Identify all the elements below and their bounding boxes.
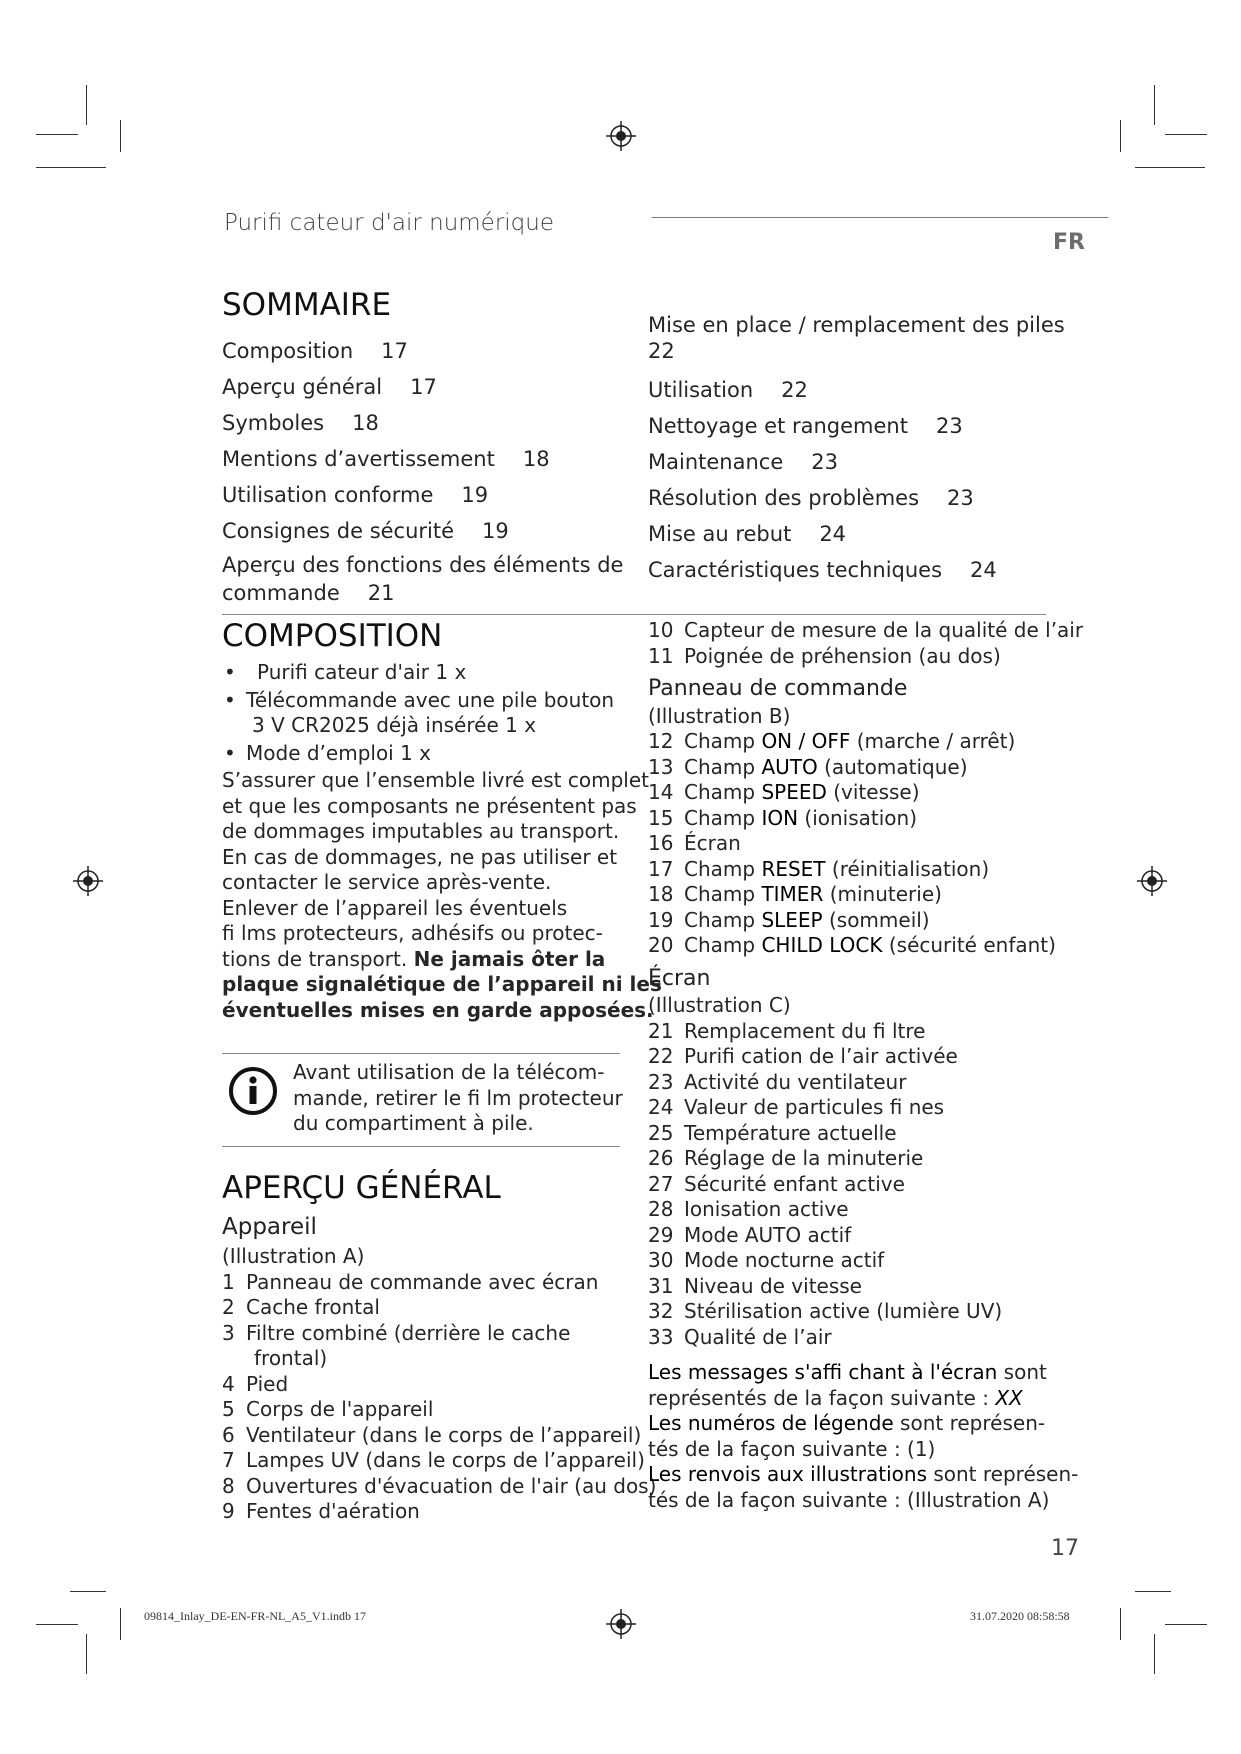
list-item: 13 Champ AUTO (automatique) bbox=[648, 754, 968, 779]
registration-mark-icon bbox=[73, 866, 103, 896]
crop-mark bbox=[36, 1624, 78, 1625]
list-item: 8 Ouvertures d'évacuation de l'air (au dos) bbox=[222, 1473, 657, 1498]
list-item: 32 Stérilisation active (lumière UV) bbox=[648, 1299, 1003, 1324]
list-item: 27 Sécurité enfant active bbox=[648, 1171, 905, 1196]
list-item: 24 Valeur de particules fi nes bbox=[648, 1095, 945, 1120]
list-item: 26 Réglage de la minuterie bbox=[648, 1146, 924, 1171]
crop-mark bbox=[86, 85, 87, 125]
toc-entry[interactable]: Aperçu des fonctions des éléments de commande 21 bbox=[222, 553, 624, 605]
list-item: 2 Cache frontal bbox=[222, 1295, 380, 1319]
toc-entry[interactable]: Composition 17 bbox=[222, 339, 408, 363]
list-item: frontal) bbox=[254, 1346, 328, 1370]
registration-mark-icon bbox=[606, 121, 636, 151]
crop-mark bbox=[1120, 1608, 1121, 1640]
list-item: 5 Corps de l'appareil bbox=[222, 1397, 434, 1421]
toc-entry[interactable]: Caractéristiques techniques 24 bbox=[648, 558, 997, 582]
right-column bbox=[648, 618, 1083, 1513]
toc-entry[interactable]: Maintenance 23 bbox=[648, 450, 838, 474]
toc-right bbox=[648, 312, 1065, 588]
page-number: 17 bbox=[1051, 1536, 1079, 1561]
appareil-list bbox=[222, 1244, 656, 1525]
list-item: 29 Mode AUTO actif bbox=[648, 1222, 852, 1247]
appareil-subheading: Appareil bbox=[222, 1214, 317, 1240]
toc-entry[interactable]: Symboles 18 bbox=[222, 411, 379, 435]
list-item: 15 Champ ION (ionisation) bbox=[648, 805, 918, 830]
crop-mark bbox=[1135, 1591, 1171, 1592]
ecran-subheading: Écran bbox=[648, 965, 711, 991]
toc-entry[interactable]: Mise en place / remplacement des piles 22 bbox=[648, 313, 1065, 363]
crop-mark bbox=[1154, 85, 1155, 125]
crop-mark bbox=[36, 167, 106, 168]
list-item: 10 Capteur de mesure de la qualité de l’air bbox=[648, 618, 1084, 642]
list-item: 9 Fentes d'aération bbox=[222, 1499, 420, 1523]
illustration-ref: (Illustration B) bbox=[648, 703, 791, 728]
toc-entry[interactable]: Utilisation conforme 19 bbox=[222, 483, 489, 507]
composition-heading: COMPOSITION bbox=[222, 618, 443, 654]
list-item: 7 Lampes UV (dans le corps de l’appareil) bbox=[222, 1448, 645, 1472]
crop-mark bbox=[1165, 1624, 1207, 1625]
crop-mark bbox=[1135, 167, 1205, 168]
crop-mark bbox=[120, 1608, 121, 1640]
running-header-title: Purifi cateur d'air numérique bbox=[224, 210, 554, 236]
composition-content bbox=[222, 660, 662, 1023]
info-box-bottom-rule bbox=[222, 1146, 620, 1147]
bullet-item-continuation: 3 V CR2025 déjà insérée 1 x bbox=[252, 713, 537, 737]
apercu-heading: APERÇU GÉNÉRAL bbox=[222, 1170, 501, 1206]
language-tag: FR bbox=[1053, 230, 1085, 255]
list-item: 20 Champ CHILD LOCK (sécurité enfant) bbox=[648, 933, 1056, 958]
footer-file-info: 09814_Inlay_DE-EN-FR-NL_A5_V1.indb 17 bbox=[144, 1609, 366, 1623]
list-item: 4 Pied bbox=[222, 1371, 289, 1396]
panneau-subheading: Panneau de commande bbox=[648, 676, 908, 701]
list-item: 30 Mode nocturne actif bbox=[648, 1248, 885, 1273]
list-item: 33 Qualité de l’air bbox=[648, 1324, 832, 1349]
toc-entry[interactable]: Consignes de sécurité 19 bbox=[222, 519, 509, 543]
toc-entry[interactable]: Résolution des problèmes 23 bbox=[648, 486, 974, 510]
toc-entry[interactable]: Nettoyage et rangement 23 bbox=[648, 414, 963, 438]
crop-mark bbox=[1154, 1634, 1155, 1674]
list-item: 16 Écran bbox=[648, 831, 741, 856]
crop-mark bbox=[36, 134, 78, 135]
paragraph: Enlever de l’appareil les éventuels fi lms protecteurs, adhésifs ou protec- tions de transport. Ne jamais ôter la plaque signalétique de l’appareil ni les éventuelles mises en garde apposées. bbox=[222, 895, 662, 1022]
bullet-item: • Mode d’emploi 1 x bbox=[224, 740, 432, 765]
list-item: 17 Champ RESET (réinitialisation) bbox=[648, 856, 990, 881]
toc-entry[interactable]: Utilisation 22 bbox=[648, 378, 808, 402]
list-item: 3 Filtre combiné (derrière le cache bbox=[222, 1320, 571, 1345]
list-item: 28 Ionisation active bbox=[648, 1197, 849, 1222]
registration-mark-icon bbox=[1137, 866, 1167, 896]
toc-entry[interactable]: Mise au rebut 24 bbox=[648, 522, 847, 546]
crop-mark bbox=[1165, 134, 1207, 135]
info-box-text: Avant utilisation de la télécom- mande, retirer le fi lm protecteur du compartiment à pile. bbox=[293, 1060, 623, 1135]
list-item: 22 Purifi cation de l’air activée bbox=[648, 1044, 958, 1069]
list-item: 18 Champ TIMER (minuterie) bbox=[648, 882, 942, 907]
bullet-item: • Télécommande avec une pile bouton bbox=[224, 687, 615, 712]
sommaire-heading: SOMMAIRE bbox=[222, 287, 392, 323]
header-rule bbox=[652, 217, 1108, 218]
illustration-ref: (Illustration A) bbox=[222, 1244, 365, 1268]
list-item: 23 Activité du ventilateur bbox=[648, 1069, 907, 1094]
crop-mark bbox=[86, 1634, 87, 1674]
list-item: 21 Remplacement du fi ltre bbox=[648, 1018, 926, 1043]
list-item: 25 Température actuelle bbox=[648, 1120, 897, 1145]
registration-mark-icon bbox=[606, 1609, 636, 1639]
section-divider bbox=[222, 614, 1046, 615]
list-item: 12 Champ ON / OFF (marche / arrêt) bbox=[648, 729, 1016, 754]
toc-entry[interactable]: Mentions d’avertissement 18 bbox=[222, 447, 550, 471]
list-item: 6 Ventilateur (dans le corps de l’appareil) bbox=[222, 1422, 642, 1447]
info-box-top-rule bbox=[222, 1053, 620, 1054]
list-item: 1 Panneau de commande avec écran bbox=[222, 1269, 599, 1294]
crop-mark bbox=[1120, 120, 1121, 152]
list-item: 19 Champ SLEEP (sommeil) bbox=[648, 907, 930, 932]
bullet-item: • Purifi cateur d'air 1 x bbox=[224, 660, 467, 684]
paragraph: S’assurer que l’ensemble livré est complet et que les composants ne présentent pas de dommages imputables au transport. En cas de dommages, ne pas utiliser et contacter le service après-vente. bbox=[222, 768, 649, 894]
notes: Les messages s'affi chant à l'écran sont représentés de la façon suivante : XX Les numéros de légende sont représen- tés de la façon suivante : (1) Les renvois aux illustrations sont représen- tés de la façon suivante : (Illustration A) bbox=[648, 1360, 1079, 1512]
toc-left bbox=[222, 333, 623, 607]
list-item: 14 Champ SPEED (vitesse) bbox=[648, 780, 920, 805]
crop-mark bbox=[120, 120, 121, 152]
info-icon bbox=[228, 1066, 278, 1116]
list-item: 31 Niveau de vitesse bbox=[648, 1273, 862, 1298]
crop-mark bbox=[70, 1591, 106, 1592]
toc-entry[interactable]: Aperçu général 17 bbox=[222, 375, 437, 399]
list-item: 11 Poignée de préhension (au dos) bbox=[648, 643, 1001, 668]
illustration-ref: (Illustration C) bbox=[648, 993, 791, 1018]
footer-timestamp: 31.07.2020 08:58:58 bbox=[970, 1609, 1070, 1623]
